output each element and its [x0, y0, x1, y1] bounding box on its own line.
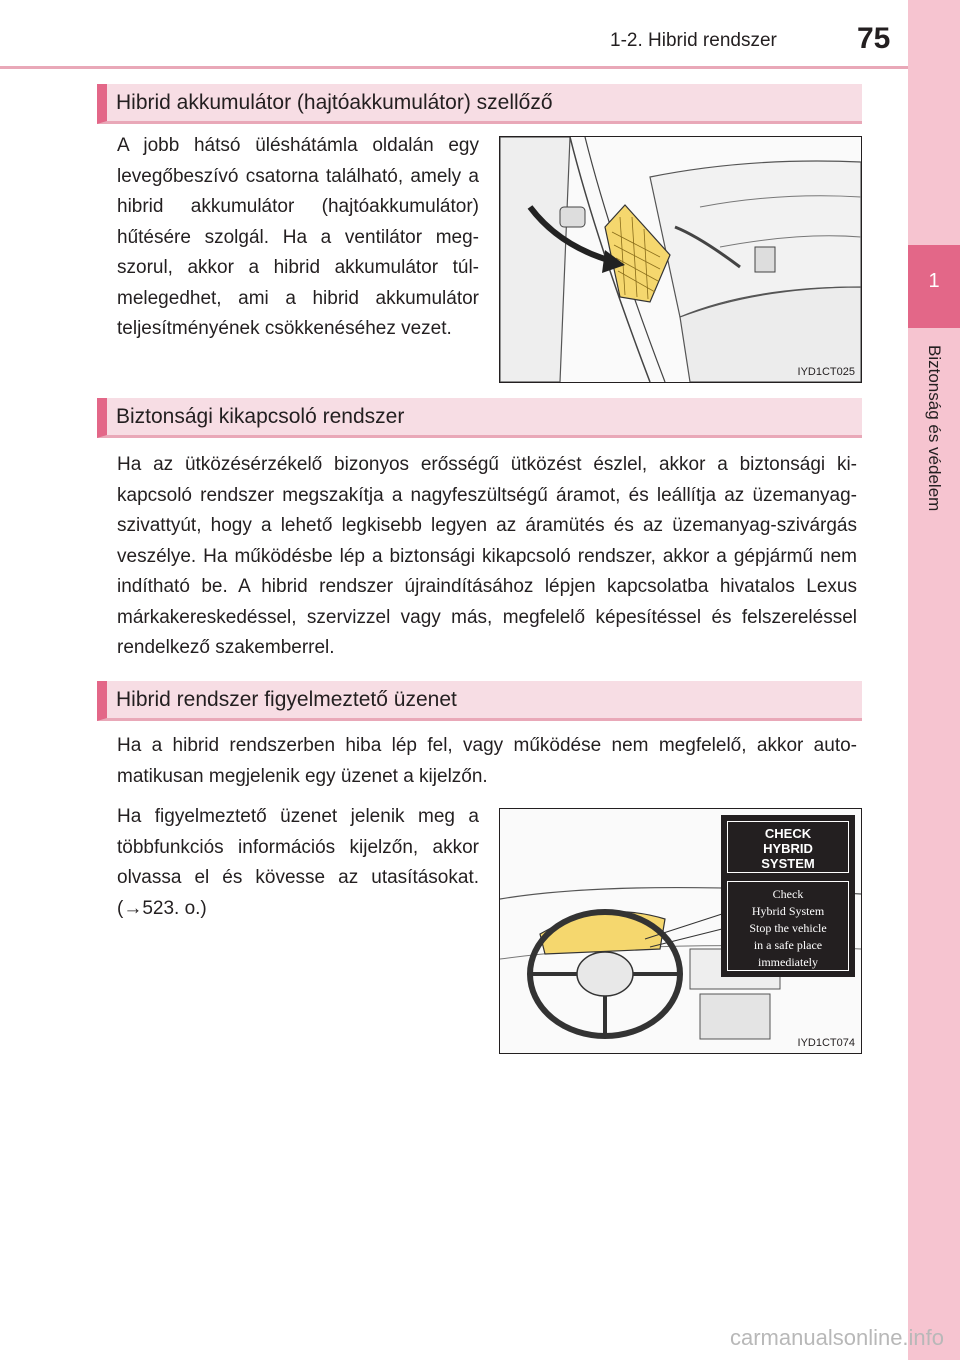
section-heading-text: Biztonsági kikapcsoló rendszer [116, 405, 405, 428]
seat-vent-illustration [500, 137, 861, 382]
display-message-line: SYSTEM [761, 856, 815, 871]
figure-code: IYD1CT025 [797, 366, 855, 378]
chapter-label: Biztonság és védelem [925, 345, 944, 512]
display-message-stop-vehicle [721, 877, 855, 977]
figure-dashboard-warning [499, 808, 862, 1054]
chapter-number: 1 [928, 270, 940, 292]
display-message-line: Check [772, 887, 804, 901]
display-message-line: immediately [758, 955, 818, 969]
watermark: carmanualsonline.info [730, 1325, 945, 1350]
display-message-line: Stop the vehicle [749, 921, 827, 935]
display-message-line: HYBRID [763, 841, 813, 856]
section-heading-warning-message [97, 681, 862, 721]
page-number: 75 [857, 22, 891, 55]
safety-cutoff-paragraph: Ha az ütközésérzékelő bizonyos erősségű ütközést észlel, akkor a biztonsági kikapcsoló rendszer megszakítja a nagyfeszültségű áramot, és leállítja az üzemanyag-szivattyút, hogy a lehető legkisebb legyen az áramütés és az üzemanyag-szivárgás veszélye. Ha működésbe lép a biztonsági kikapcsoló rendszer, akkor a gépjármű nem indítható be. A hibrid rendszer újraindításához lépjen kapcsolatba hivatalos Lexus márkakereskedéssel, szervizzel vagy más, megfelelő képesítéssel és felszereléssel rendelkező szakemberrel. [117, 454, 857, 658]
display-message-check-hybrid-system [721, 815, 855, 879]
warning-message-paragraph-1: Ha a hibrid rendszerben hiba lép fel, vagy működése nem megfelelő, akkor automatikusan megjelenik egy üzenet a kijelzőn. [117, 735, 857, 787]
section-heading-text: Hibrid rendszer figyelmeztető üzenet [116, 688, 457, 711]
display-message-line: in a safe place [753, 938, 823, 952]
section-heading-battery-vent [97, 84, 862, 124]
battery-vent-paragraph: A jobb hátsó üléshátámla oldalán egy levegőbeszívó csatorna található, amely a hibrid akkumulátor (hajtóakkumulátor) hűtésére szolgál. Ha a ventilátor megszorul, akkor a hibrid akkumulátor túlmelegedhet, ami a hibrid akkumulátor teljesítményének csökkenéséhez vezet. [117, 135, 479, 339]
warning-message-paragraph-2: Ha figyelmeztető üzenet jelenik meg a többfunkciós információs kijelzőn, akkor olvassa el és kövesse az utasításokat. (→523. o.) [117, 806, 479, 919]
figure-code: IYD1CT074 [797, 1037, 855, 1049]
display-message-line: Hybrid System [751, 904, 825, 918]
header-rule [0, 66, 908, 69]
running-header: 1-2. Hibrid rendszer [610, 30, 777, 51]
display-message-line: CHECK [764, 826, 812, 841]
section-heading-safety-cutoff [97, 398, 862, 438]
chapter-side-tab [908, 0, 960, 1360]
section-heading-text: Hibrid akkumulátor (hajtóakkumulátor) szellőző [116, 91, 553, 114]
figure-seat-vent [499, 136, 862, 383]
